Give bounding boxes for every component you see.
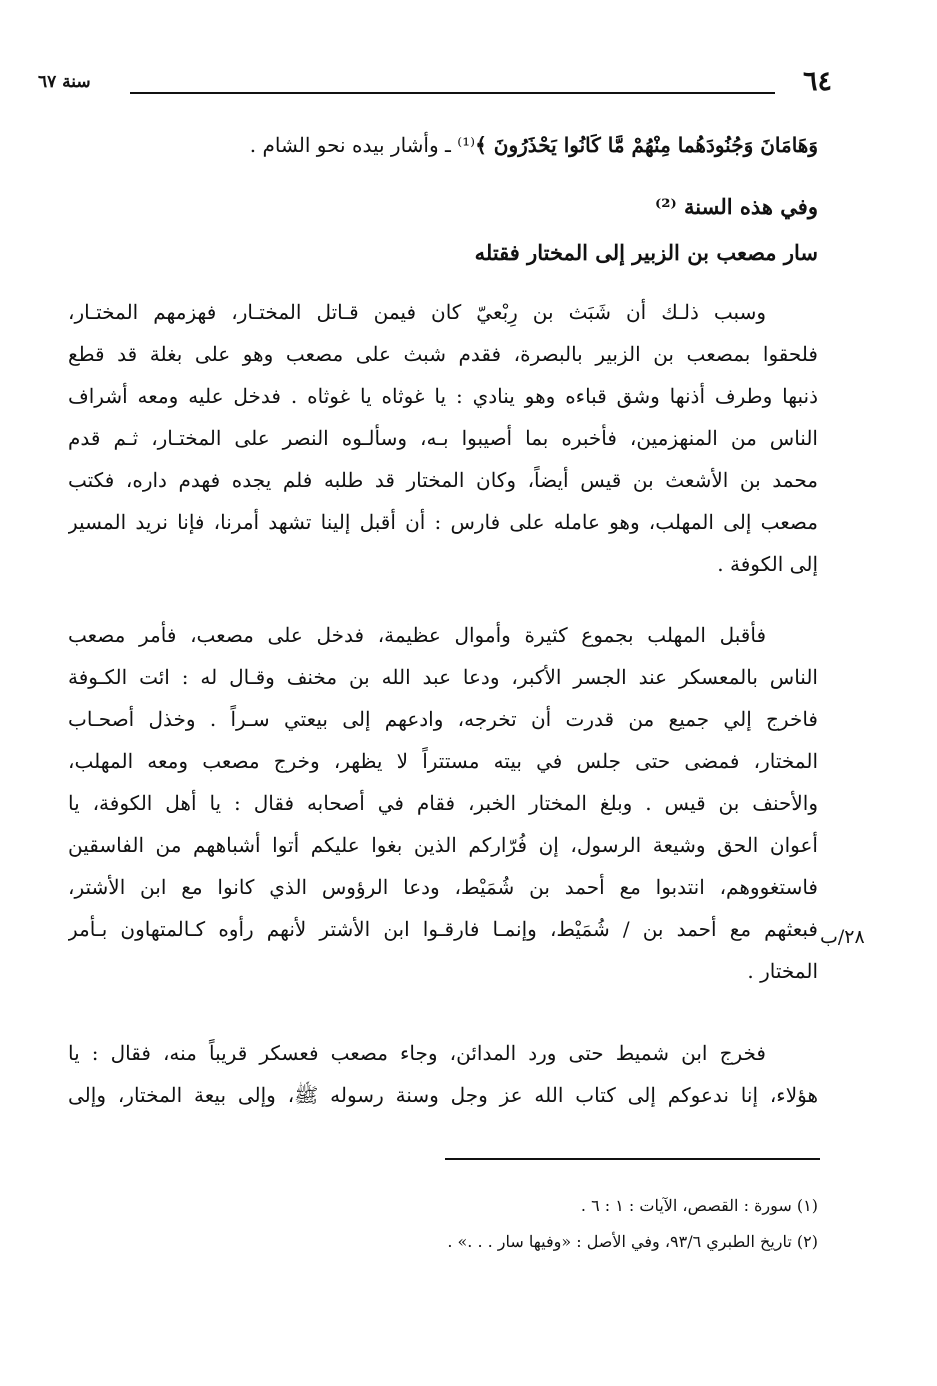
quote-line xyxy=(68,124,818,166)
text-line: فلحقوا بمصعب بن الزبير بالبصرة، فقدم شبث على مصعب وهو على بغلة قد قطع xyxy=(68,342,818,366)
text-line: فأقبل المهلب بجموع كثيرة وأموال عظيمة، فدخل على مصعب، فأمر مصعب xyxy=(68,623,766,647)
text-line: فاخرج إلي جميع من قدرت أن تخرجه، وادعهم إلى بيعتي سـراً . وخذل أصحـاب xyxy=(68,707,818,731)
text-line: المختار، فمضى حتى جلس في بيته مستتراً لا يظهر، وخرج مصعب ومعه المهلب، xyxy=(68,749,818,773)
section-heading: سار مصعب بن الزبير إلى المختار فقتله xyxy=(474,240,818,265)
footnotes xyxy=(68,1188,818,1260)
text-line: الناس بالمعسكر عند الجسر الأكبر، ودعا عبد الله بن مخنف وقـال له : ائت الكـوفة xyxy=(68,665,818,689)
quote-rest: ⁽¹⁾ ـ وأشار بيده نحو الشام . xyxy=(249,133,476,157)
text-line: محمد بن الأشعث بن قيس أيضاً، وكان المختار قد طلبه فلم يجده فهدم داره، فكتب xyxy=(68,468,818,492)
text-line: والأحنف بن قيس . وبلغ المختار الخبر، فقام في أصحابه فقال : يا أهل الكوفة، يا xyxy=(68,791,818,815)
text-line: المختار . xyxy=(747,959,818,983)
text-line: أعوان الحق وشيعة الرسول، إن فُرّاركم الذين بغوا عليكم أتوا أشباههم من الفاسقين xyxy=(68,833,818,857)
paragraph-1 xyxy=(68,291,818,585)
year-heading: وفي هذه السنة ⁽²⁾ xyxy=(654,194,818,219)
footnote-2: (٢) تاريخ الطبري ٩٣/٦، وفي الأصل : «وفيها سار . . .» . xyxy=(447,1232,818,1251)
text-line: فاستغووهم، انتدبوا مع أحمد بن شُمَيْط، ودعا الرؤوس الذي كانوا مع ابن الأشتر، xyxy=(68,875,818,899)
running-head: سنة ٦٧ xyxy=(38,72,91,92)
footnote-rule xyxy=(445,1158,820,1160)
text-line: مصعب إلى المهلب، وهو عامله على فارس : أن أقبل إلينا تشهد أمرنا، فإنا نريد المسير xyxy=(68,510,818,534)
paragraph-3 xyxy=(68,1032,818,1116)
header-rule xyxy=(130,92,775,94)
text-line: إلى الكوفة . xyxy=(717,552,818,576)
text-line: ذنبها وطرف أذنها وشق قباءه وهو ينادي : يا غوثاه يا غوثاه . فدخل عليه ومعه أشراف xyxy=(68,384,818,408)
text-line: الناس من المنهزمين، فأخبره بما أصيبوا بـه، وسألـوه النصر على المختـار، ثـم قدم xyxy=(68,426,818,450)
paragraph-2 xyxy=(68,614,818,992)
quote-block xyxy=(68,124,818,166)
page-number: ٦٤ xyxy=(802,66,832,97)
text-line: فخرج ابن شميط حتى ورد المدائن، وجاء مصعب فعسكر قريباً منه، فقال : يا xyxy=(68,1041,766,1065)
footnote-1: (١) سورة : القصص، الآيات : ١ : ٦ . xyxy=(580,1196,818,1215)
text-line: هؤلاء، إنا ندعوكم إلى كتاب الله عز وجل وسنة رسوله ﷺ، وإلى بيعة المختار، وإلى xyxy=(68,1083,818,1107)
quran-verse: وَهَامَانَ وَجُنُودَهُما مِنْهُمْ مَّا كَانُوا يَحْذَرُونَ ﴾ xyxy=(475,133,818,157)
text-line: فبعثهم مع أحمد بن / شُمَيْط، وإنمـا فارقـوا ابن الأشتر لأنهم رأوه كـالمتهاون بـأمر xyxy=(68,917,818,941)
margin-folio-note: ٢٨/ب xyxy=(820,926,865,948)
text-line: وسبب ذلـك أن شَبَث بن رِبْعيّ كان فيمن قـاتل المختـار، فهزمهم المختـار، xyxy=(68,300,766,324)
